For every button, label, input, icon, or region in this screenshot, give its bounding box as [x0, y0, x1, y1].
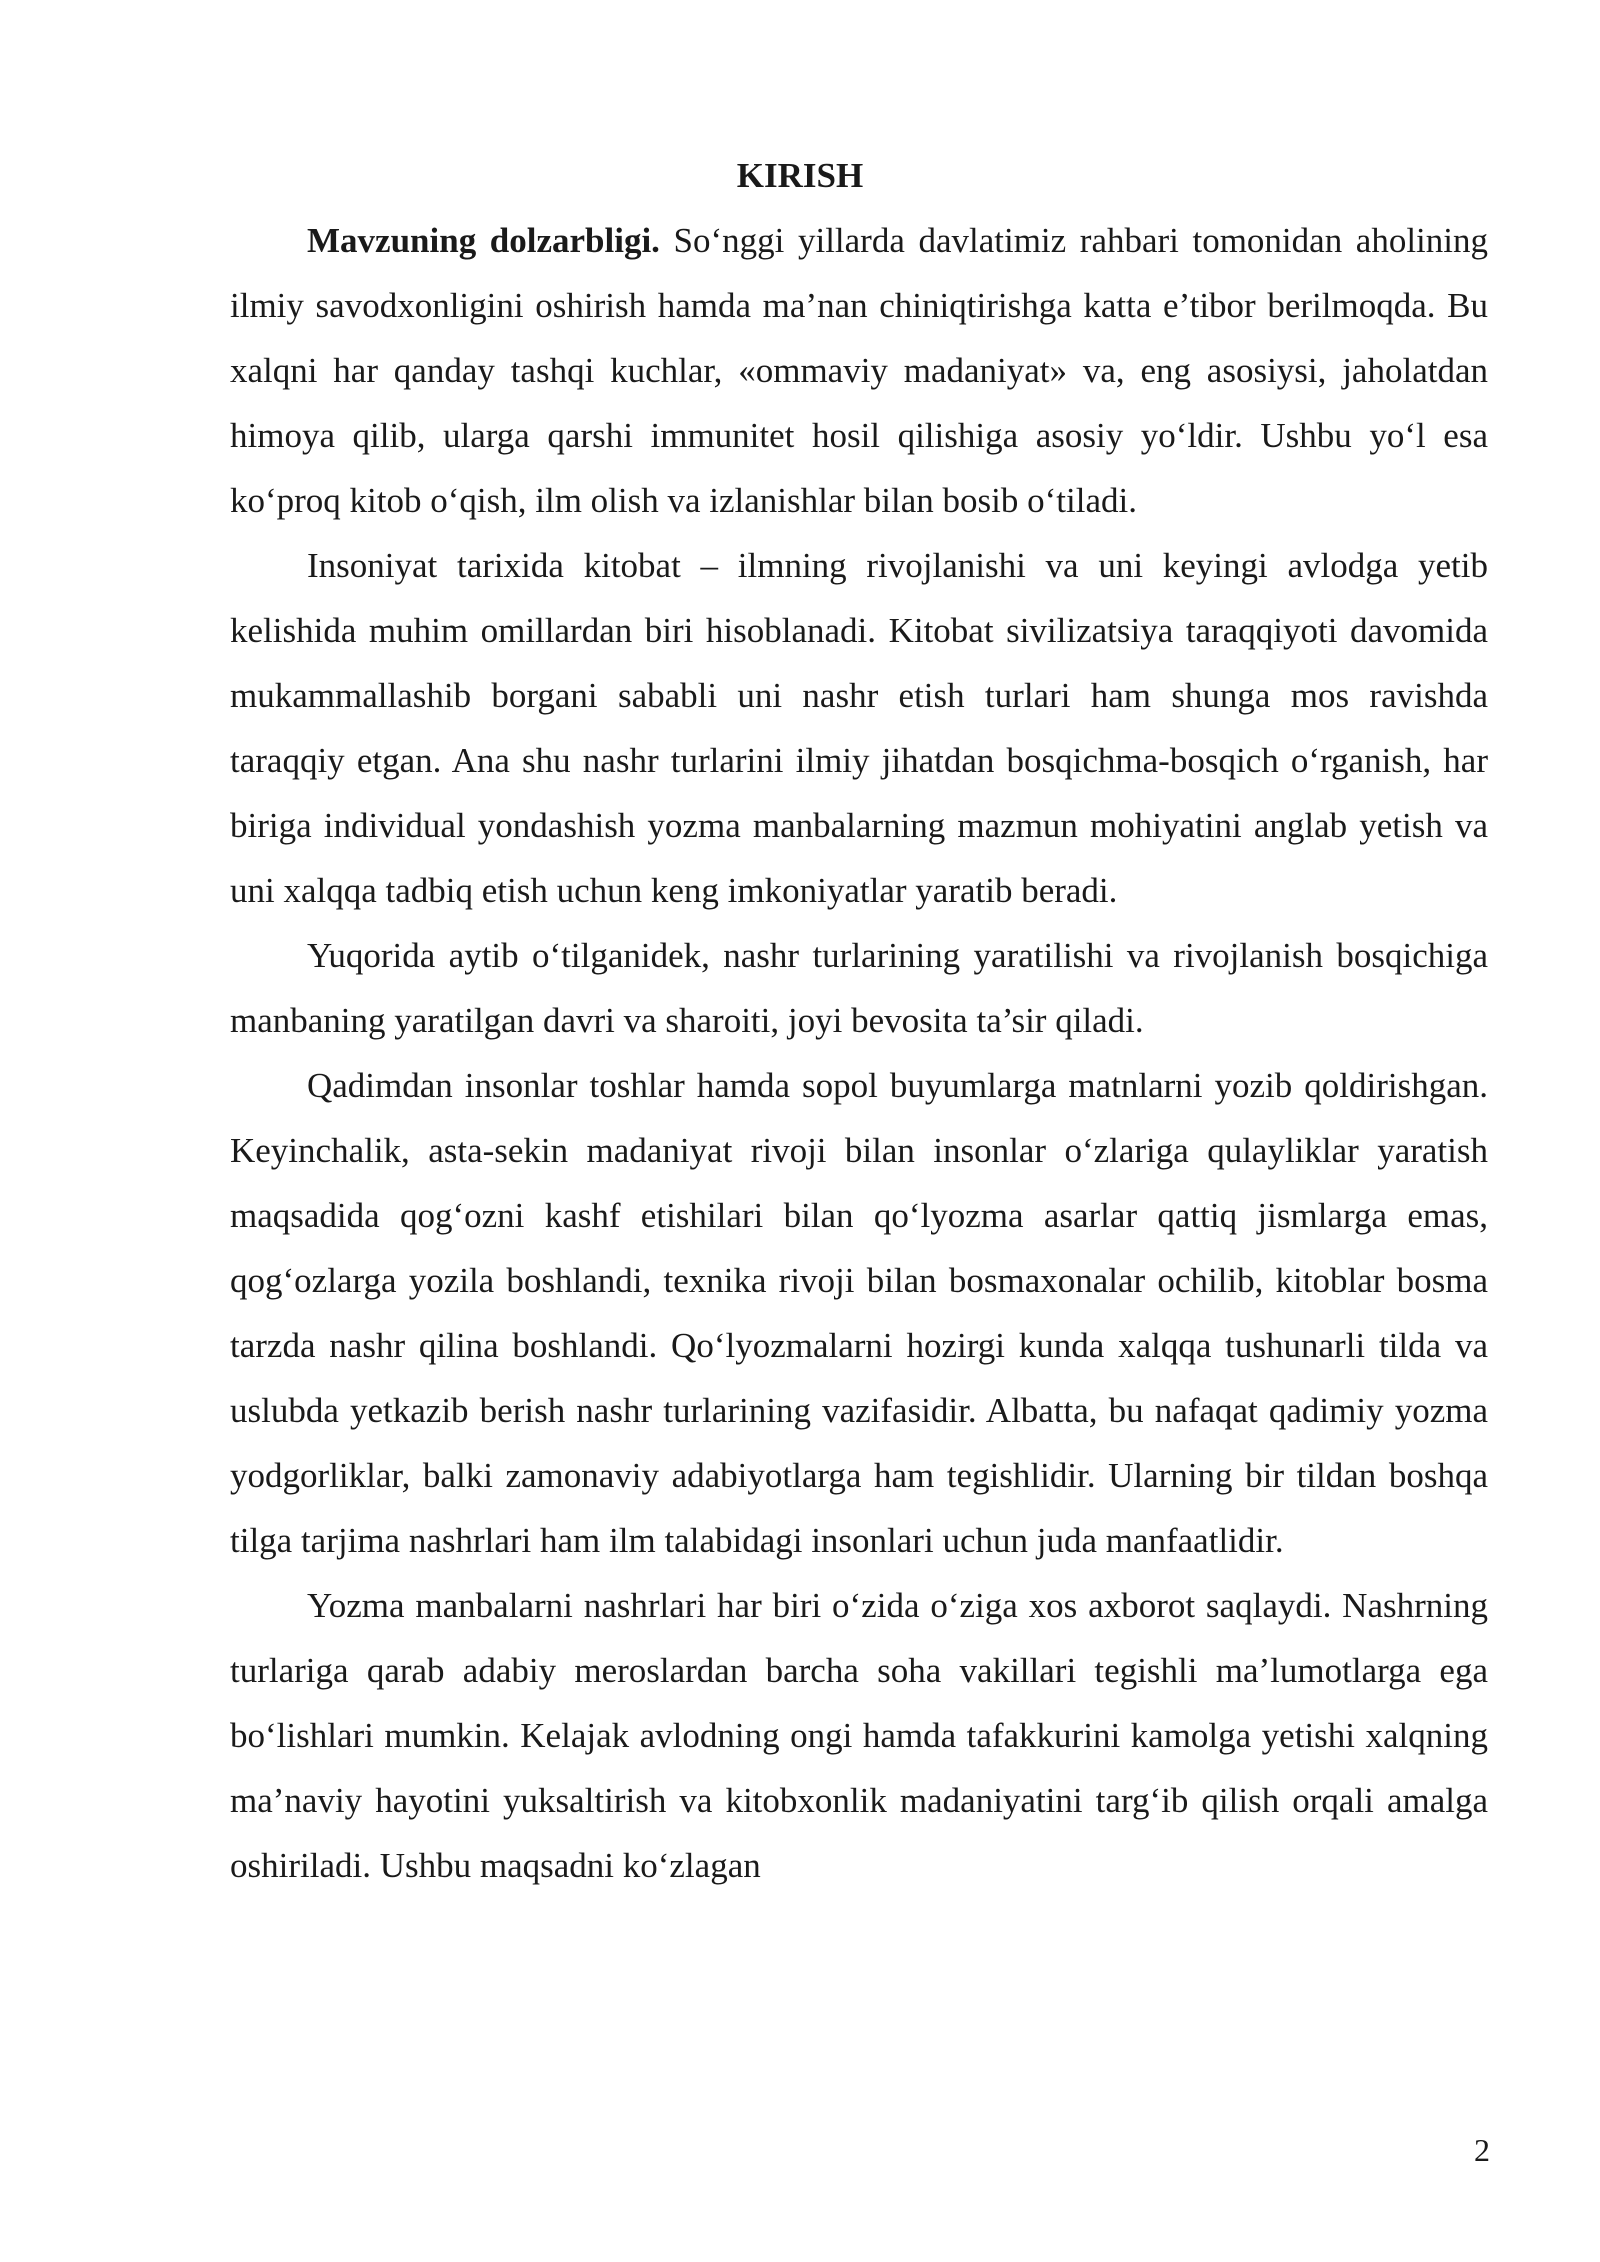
- section-heading: KIRISH: [736, 156, 864, 195]
- page-number: 2: [1474, 2132, 1490, 2168]
- paragraph-lead-label: Mavzuning dolzarbligi.: [307, 221, 660, 260]
- paragraph-text: So‘nggi yillarda davlatimiz rahbari tomonidan aholining ilmiy savodxonligini oshirish hamda ma’nan chiniqtirishga katta e’tibor berilmoqda. Bu xalqni har qanday tashqi kuchlar, «ommaviy madaniyat» va, eng asosiysi, jaholatdan himoya qilib, ularga qarshi immunitet hosil qilishiga asosiy yo‘ldir. Ushbu yo‘l esa ko‘proq kitob o‘qish, ilm olish va izlanishlar bilan bosib o‘tiladi.: [230, 221, 1488, 520]
- paragraph-relevance: [230, 208, 1488, 533]
- body-text: [230, 208, 1488, 1898]
- paragraph: Yuqorida aytib o‘tilganidek, nashr turlarining yaratilishi va rivojlanish bosqichiga manbaning yaratilgan davri va sharoiti, joyi bevosita ta’sir qiladi.: [230, 936, 1488, 1040]
- paragraph: Insoniyat tarixida kitobat – ilmning rivojlanishi va uni keyingi avlodga yetib kelishida muhim omillardan biri hisoblanadi. Kitobat sivilizatsiya taraqqiyoti davomida mukammallashib borgani sababli uni nashr etish turlari ham shunga mos ravishda taraqqiy etgan. Ana shu nashr turlarini ilmiy jihatdan bosqichma-bosqich o‘rganish, har biriga individual yondashish yozma manbalarning mazmun mohiyatini anglab yetish va uni xalqqa tadbiq etish uchun keng imkoniyatlar yaratib beradi.: [230, 546, 1488, 910]
- paragraph: Yozma manbalarni nashrlari har biri o‘zida o‘ziga xos axborot saqlaydi. Nashrning turlariga qarab adabiy meroslardan barcha soha vakillari tegishli ma’lumotlarga ega bo‘lishlari mumkin. Kelajak avlodning ongi hamda tafakkurini kamolga yetishi xalqning ma’naviy hayotini yuksaltirish va kitobxonlik madaniyatini targ‘ib qilish orqali amalga oshiriladi. Ushbu maqsadni ko‘zlagan: [230, 1586, 1488, 1885]
- paragraph: Qadimdan insonlar toshlar hamda sopol buyumlarga matnlarni yozib qoldirishgan. Keyinchalik, asta-sekin madaniyat rivoji bilan insonlar o‘zlariga qulayliklar yaratish maqsadida qog‘ozni kashf etishilari bilan qo‘lyozma asarlar qattiq jismlarga emas, qog‘ozlarga yozila boshlandi, texnika rivoji bilan bosmaxonalar ochilib, kitoblar bosma tarzda nashr qilina boshlandi. Qo‘lyozmalarni hozirgi kunda xalqqa tushunarli tilda va uslubda yetkazib berish nashr turlarining vazifasidir. Albatta, bu nafaqat qadimiy yozma yodgorliklar, balki zamonaviy adabiyotlarga ham tegishlidir. Ularning bir tildan boshqa tilga tarjima nashrlari ham ilm talabidagi insonlari uchun juda manfaatlidir.: [230, 1066, 1488, 1560]
